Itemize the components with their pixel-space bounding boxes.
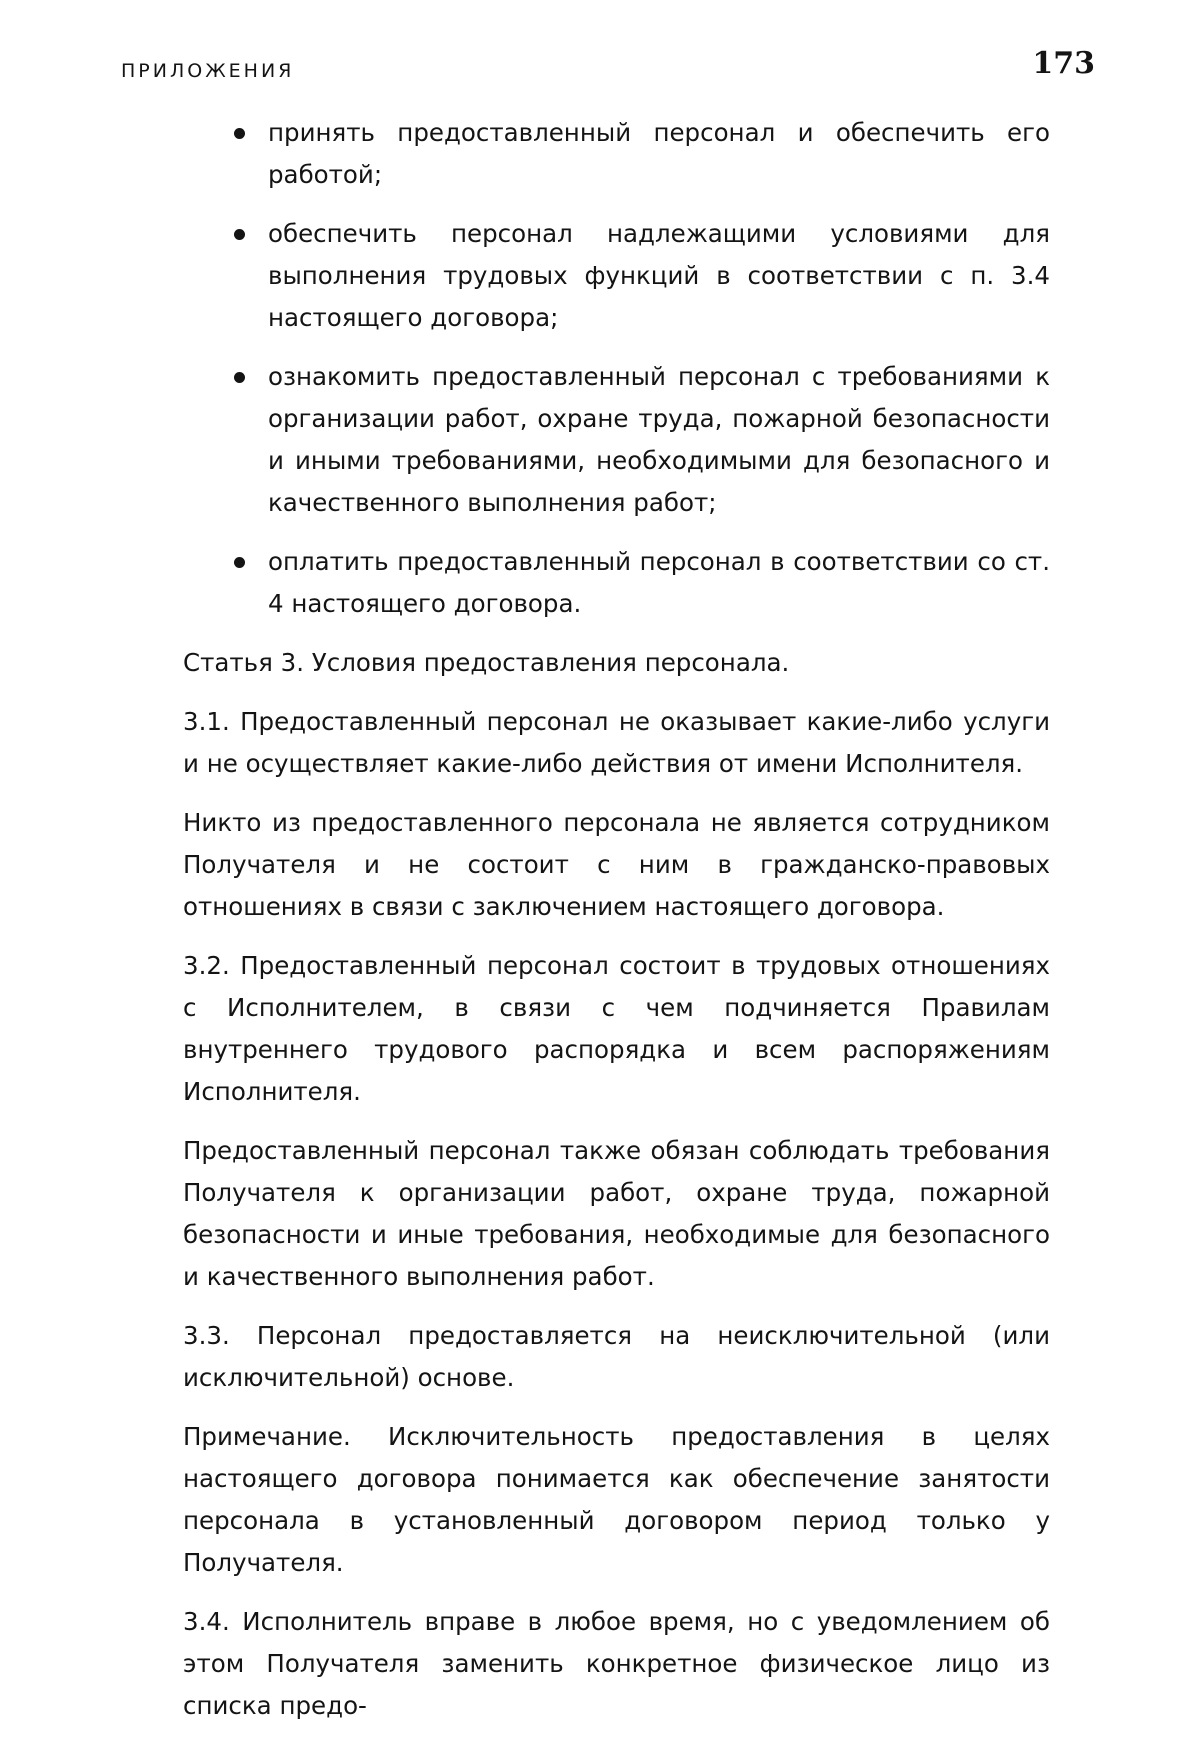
page-number: 173 (1032, 46, 1095, 81)
list-item (183, 112, 1050, 196)
list-item-text: ознакомить предоставленный персонал с требованиями к организации работ, охране труда, пожарной безопасности и иными требованиями, необходимыми для безопасного и качественного выполнения работ; (268, 362, 1050, 517)
bullet-icon (234, 128, 245, 139)
running-head: ПРИЛОЖЕНИЯ (121, 60, 295, 82)
list-item-text: оплатить предоставленный персонал в соответствии со ст. 4 настоящего договора. (268, 547, 1050, 618)
list-item (183, 213, 1050, 339)
obligations-list (183, 112, 1050, 625)
note-paragraph: Примечание. Исключительность предоставления в целях настоящего договора понимается как обеспечение занятости персонала в установленный договором период только у Получателя. (183, 1422, 1050, 1577)
paragraph: Никто из предоставленного персонала не является сотрудником Получателя и не состоит с ним в гражданско-правовых отношениях в связи с заключением настоящего договора. (183, 808, 1050, 921)
paragraph: Предоставленный персонал также обязан соблюдать требования Получателя к организации работ, охране труда, пожарной безопасности и иные требования, необходимые для безопасного и качественного выполнения работ. (183, 1136, 1050, 1291)
article-heading: Статья 3. Условия предоставления персонала. (183, 648, 790, 677)
bullet-icon (234, 557, 245, 568)
bullet-icon (234, 372, 245, 383)
list-item-text: принять предоставленный персонал и обеспечить его работой; (268, 118, 1050, 189)
list-item-text: обеспечить персонал надлежащими условиями для выполнения трудовых функций в соответствии с п. 3.4 настоящего договора; (268, 219, 1050, 332)
list-item (183, 541, 1050, 625)
page-header (121, 46, 1095, 96)
page-body (183, 112, 1050, 1744)
paragraph: 3.1. Предоставленный персонал не оказывает какие-либо услуги и не осуществляет какие-либо действия от имени Исполнителя. (183, 707, 1050, 778)
list-item (183, 356, 1050, 524)
paragraph: 3.4. Исполнитель вправе в любое время, но с уведомлением об этом Получателя заменить конкретное физическое лицо из списка предо- (183, 1607, 1050, 1720)
bullet-icon (234, 229, 245, 240)
paragraph: 3.3. Персонал предоставляется на неисключительной (или исключительной) основе. (183, 1321, 1050, 1392)
paragraph: 3.2. Предоставленный персонал состоит в трудовых отношениях с Исполнителем, в связи с чем подчиняется Правилам внутреннего трудового распорядка и всем распоряжениям Исполнителя. (183, 951, 1050, 1106)
